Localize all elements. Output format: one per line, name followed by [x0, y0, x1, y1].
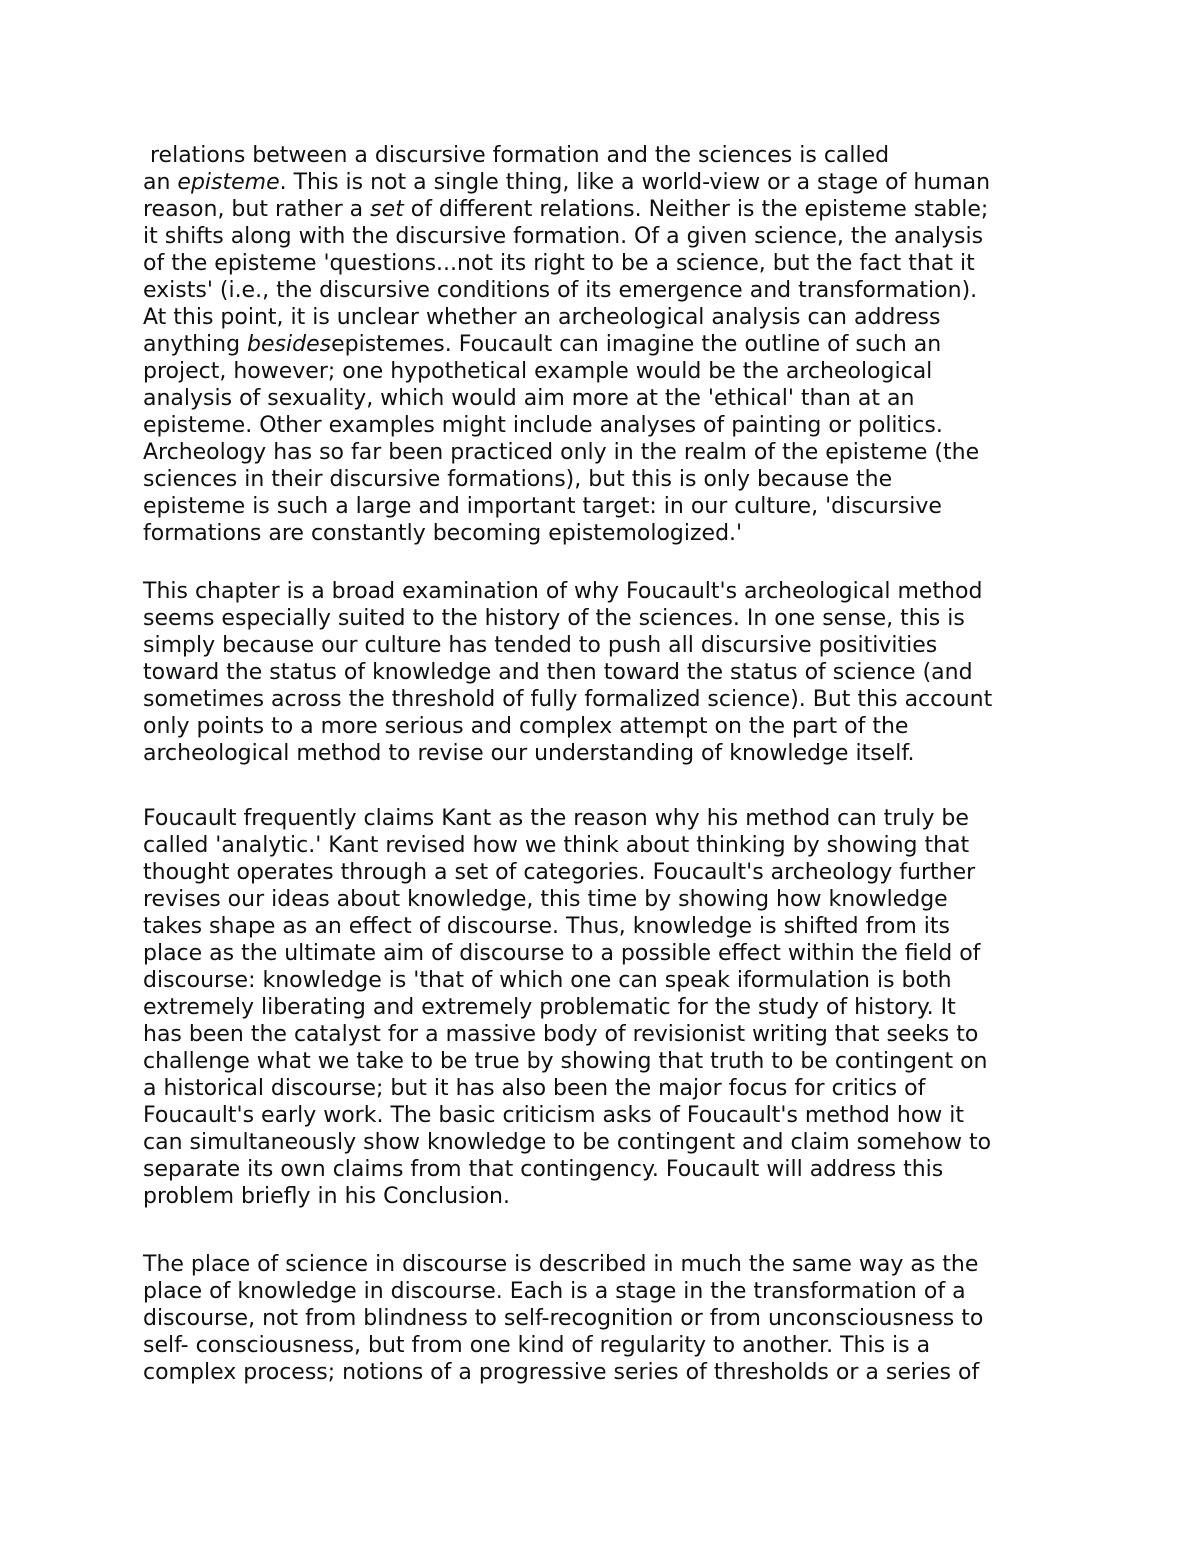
text-line: [143, 385, 914, 412]
text-segment: challenge what we take to be true by showing that truth to be contingent on: [143, 1049, 988, 1074]
text-line: [143, 1359, 979, 1386]
text-line: [143, 277, 977, 304]
text-segment: sciences in their discursive formations), but this is only because the: [143, 467, 893, 492]
text-segment: an: [143, 170, 178, 195]
text-segment: episteme is such a large and important target: in our culture, 'discursive: [143, 494, 942, 519]
text-segment: extremely liberating and extremely problematic for the study of history. It: [143, 995, 956, 1020]
text-line: [143, 1021, 978, 1048]
text-segment: reason, but rather a: [143, 197, 371, 222]
text-line: [143, 805, 969, 832]
text-line: [143, 659, 973, 686]
text-line: [143, 940, 980, 967]
text-segment: At this point, it is unclear whether an archeological analysis can address: [143, 305, 941, 330]
text-line: [143, 520, 742, 547]
text-line: [143, 250, 975, 277]
text-line: [143, 304, 940, 331]
text-segment: relations between a discursive formation and the sciences is called: [143, 143, 890, 168]
text-line: [143, 358, 932, 385]
text-line: [143, 1156, 943, 1183]
text-line: [143, 686, 992, 713]
text-segment: takes shape as an effect of discourse. Thus, knowledge is shifted from its: [143, 914, 950, 939]
text-segment: only points to a more serious and complex attempt on the part of the: [143, 714, 909, 739]
text-segment: simply because our culture has tended to push all discursive positivities: [143, 633, 938, 658]
text-line: [143, 740, 914, 767]
text-line: [143, 412, 943, 439]
text-line: [143, 1278, 966, 1305]
text-segment: archeological method to revise our understanding of knowledge itself.: [143, 741, 915, 766]
text-line: [143, 1305, 983, 1332]
text-line: [143, 886, 948, 913]
text-segment: called 'analytic.' Kant revised how we think about thinking by showing that: [143, 833, 970, 858]
text-line: [143, 1251, 978, 1278]
text-line: [143, 1102, 964, 1129]
text-segment: sometimes across the threshold of fully formalized science). But this account: [143, 687, 993, 712]
text-line: [143, 967, 952, 994]
text-line: [143, 1129, 991, 1156]
text-line: [143, 1332, 930, 1359]
text-line: [143, 1075, 925, 1102]
text-segment: can simultaneously show knowledge to be contingent and claim somehow to: [143, 1130, 992, 1155]
text-segment: of the episteme 'questions...not its right to be a science, but the fact that it: [143, 251, 975, 276]
text-segment: anything: [143, 332, 248, 357]
text-segment: complex process; notions of a progressive series of thresholds or a series of: [143, 1360, 980, 1385]
text-line: [143, 913, 950, 940]
italic-term: set: [370, 197, 404, 222]
text-line: [143, 994, 956, 1021]
text-line: [143, 859, 975, 886]
text-segment: toward the status of knowledge and then toward the status of science (and: [143, 660, 973, 685]
text-segment: project, however; one hypothetical example would be the archeological: [143, 359, 933, 384]
text-segment: . This is not a single thing, like a world-view or a stage of human: [279, 170, 991, 195]
text-line: [143, 142, 889, 169]
text-segment: thought operates through a set of categories. Foucault's archeology further: [143, 860, 976, 885]
text-segment: formations are constantly becoming epistemologized.': [143, 521, 743, 546]
text-line: [143, 605, 965, 632]
text-line: [143, 832, 969, 859]
text-line: [143, 1183, 510, 1210]
text-line: [143, 196, 988, 223]
text-line: [143, 169, 990, 196]
text-segment: Foucault frequently claims Kant as the reason why his method can truly be: [143, 806, 969, 831]
italic-term: episteme: [177, 170, 280, 195]
text-line: [143, 1048, 988, 1075]
text-segment: a historical discourse; but it has also been the major focus for critics of: [143, 1076, 926, 1101]
italic-term: besides: [247, 332, 332, 357]
text-segment: Foucault's early work. The basic criticism asks of Foucault's method how it: [143, 1103, 965, 1128]
text-line: [143, 578, 982, 605]
text-line: [143, 466, 892, 493]
text-segment: episteme. Other examples might include analyses of painting or politics.: [143, 413, 943, 438]
text-segment: Archeology has so far been practiced only in the realm of the episteme (the: [143, 440, 980, 465]
text-line: [143, 713, 908, 740]
text-segment: The place of science in discourse is described in much the same way as the: [143, 1252, 979, 1277]
text-segment: place of knowledge in discourse. Each is a stage in the transformation of a: [143, 1279, 966, 1304]
text-line: [143, 439, 979, 466]
text-segment: exists' (i.e., the discursive conditions of its emergence and transformation).: [143, 278, 978, 303]
text-line: [143, 632, 937, 659]
text-line: [143, 493, 942, 520]
text-segment: has been the catalyst for a massive body of revisionist writing that seeks to: [143, 1022, 979, 1047]
text-segment: self- consciousness, but from one kind of regularity to another. This is a: [143, 1333, 931, 1358]
text-segment: problem briefly in his Conclusion.: [143, 1184, 510, 1209]
text-segment: analysis of sexuality, which would aim more at the 'ethical' than at an: [143, 386, 915, 411]
text-line: [143, 331, 941, 358]
text-segment: discourse: knowledge is 'that of which one can speak iformulation is both: [143, 968, 952, 993]
text-segment: seems especially suited to the history of the sciences. In one sense, this is: [143, 606, 965, 631]
text-segment: it shifts along with the discursive formation. Of a given science, the analysis: [143, 224, 984, 249]
text-segment: of different relations. Neither is the episteme stable;: [403, 197, 989, 222]
text-segment: This chapter is a broad examination of why Foucault's archeological method: [143, 579, 983, 604]
text-segment: revises our ideas about knowledge, this time by showing how knowledge: [143, 887, 948, 912]
text-segment: place as the ultimate aim of discourse to a possible effect within the field of: [143, 941, 981, 966]
text-line: [143, 223, 983, 250]
text-segment: discourse, not from blindness to self-recognition or from unconsciousness to: [143, 1306, 984, 1331]
text-segment: separate its own claims from that contingency. Foucault will address this: [143, 1157, 944, 1182]
text-segment: epistemes. Foucault can imagine the outline of such an: [331, 332, 942, 357]
